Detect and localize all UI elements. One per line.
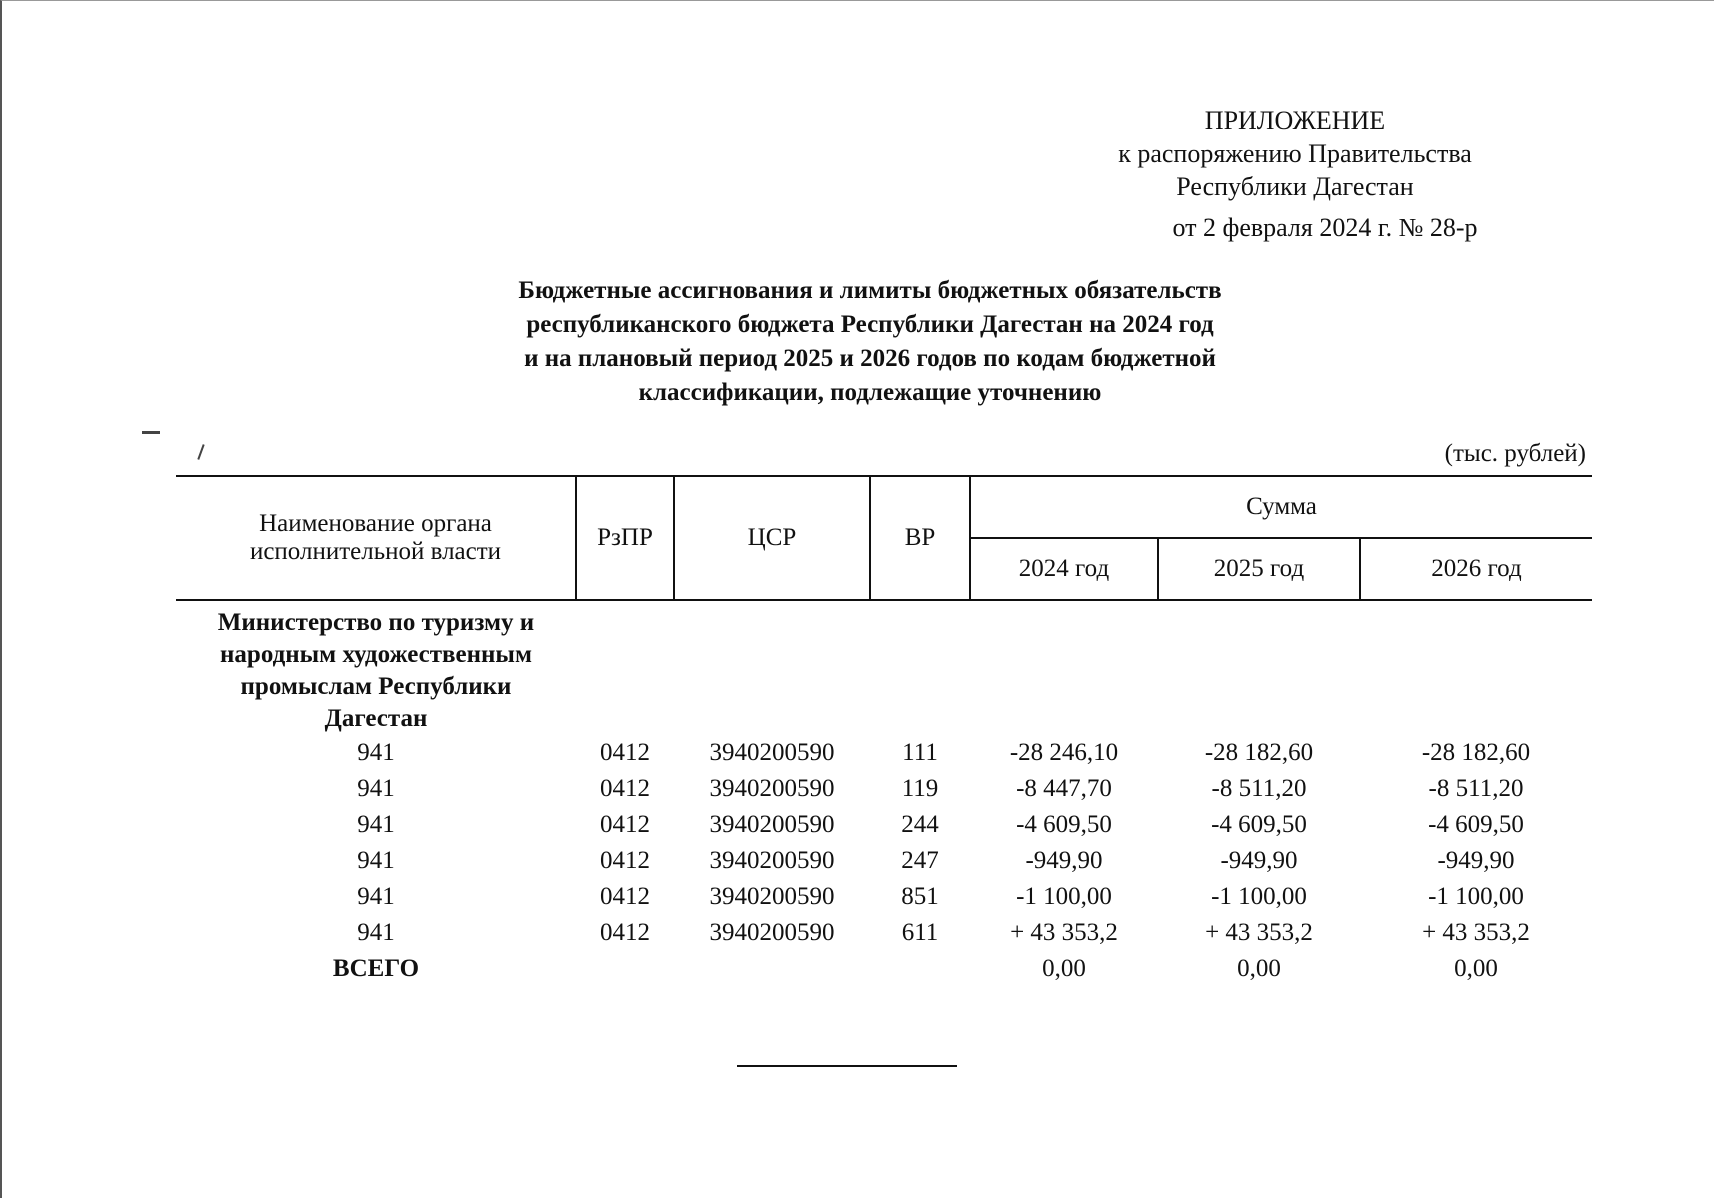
cell-rzpr: 0412 <box>600 811 650 838</box>
cell-2026: -949,90 <box>1437 847 1515 874</box>
cell-2026: + 43 353,2 <box>1422 919 1530 946</box>
table-body <box>176 600 1592 987</box>
cell-2025: -1 100,00 <box>1211 883 1307 910</box>
cell-2025: + 43 353,2 <box>1205 919 1313 946</box>
cell-2026: -8 511,20 <box>1428 775 1524 802</box>
table-header <box>176 476 1592 600</box>
cell-csr: 3940200590 <box>709 775 835 802</box>
header-year-2024: 2024 год <box>970 538 1158 600</box>
cell-code: 941 <box>357 739 395 766</box>
cell-code: 941 <box>357 883 395 910</box>
org-name-line-3: промыслам Республики <box>240 673 512 700</box>
org-name-line-4: Дагестан <box>324 705 428 732</box>
cell-2024: -4 609,50 <box>1016 811 1112 838</box>
bottom-rule <box>737 1065 957 1067</box>
total-2025: 0,00 <box>1237 955 1281 982</box>
cell-vr: 119 <box>901 775 939 802</box>
total-label: ВСЕГО <box>332 955 420 982</box>
cell-rzpr: 0412 <box>600 739 650 766</box>
header-org-name-line-2: исполнительной власти <box>249 538 502 565</box>
cell-2024: -8 447,70 <box>1016 775 1112 802</box>
cell-2024: + 43 353,2 <box>1010 919 1118 946</box>
title-line-4: классификации, подлежащие уточнению <box>638 379 1102 406</box>
org-row <box>176 600 1592 735</box>
cell-vr: 851 <box>901 883 939 910</box>
table-row <box>176 771 1592 807</box>
org-name-line-2: народным художественным <box>220 641 532 668</box>
cell-csr: 3940200590 <box>709 919 835 946</box>
header-rzpr: РзПР <box>576 476 674 600</box>
total-row <box>176 951 1592 987</box>
cell-rzpr: 0412 <box>600 919 650 946</box>
cell-2024: -1 100,00 <box>1016 883 1112 910</box>
org-name-line-1: Министерство по туризму и <box>217 609 535 636</box>
header-sum: Сумма <box>970 476 1592 538</box>
cell-rzpr: 0412 <box>600 847 650 874</box>
cell-csr: 3940200590 <box>709 883 835 910</box>
appendix-line-2: Республики Дагестан <box>1176 172 1414 201</box>
cell-vr: 111 <box>902 739 938 766</box>
units-label: (тыс. рублей) <box>1444 440 1586 467</box>
header-vr: ВР <box>870 476 970 600</box>
cell-csr: 3940200590 <box>709 739 835 766</box>
title-line-3: и на плановый период 2025 и 2026 годов по кодам бюджетной <box>524 345 1216 372</box>
appendix-heading: ПРИЛОЖЕНИЕ <box>1204 106 1386 135</box>
cell-2025: -949,90 <box>1220 847 1298 874</box>
header-year-2025: 2025 год <box>1158 538 1360 600</box>
cell-2026: -1 100,00 <box>1428 883 1524 910</box>
cell-vr: 247 <box>901 847 939 874</box>
header-org-name-line-1: Наименование органа <box>259 510 492 537</box>
cell-code: 941 <box>357 847 395 874</box>
title-line-2: республиканского бюджета Республики Дагестан на 2024 год <box>526 311 1214 338</box>
cell-2024: -949,90 <box>1025 847 1103 874</box>
cell-2025: -8 511,20 <box>1211 775 1307 802</box>
table-row <box>176 879 1592 915</box>
title-line-1: Бюджетные ассигнования и лимиты бюджетных обязательств <box>518 277 1222 304</box>
cell-csr: 3940200590 <box>709 847 835 874</box>
appendix-line-1: к распоряжению Правительства <box>1118 139 1472 168</box>
cell-vr: 611 <box>901 919 939 946</box>
cell-csr: 3940200590 <box>709 811 835 838</box>
appendix-date: от 2 февраля 2024 г. № 28-р <box>1172 213 1478 242</box>
cell-code: 941 <box>357 919 395 946</box>
cell-2025: -28 182,60 <box>1204 739 1314 766</box>
cell-2025: -4 609,50 <box>1211 811 1307 838</box>
cell-code: 941 <box>357 775 395 802</box>
table-row <box>176 915 1592 951</box>
scan-mark <box>142 431 160 434</box>
cell-rzpr: 0412 <box>600 775 650 802</box>
cell-vr: 244 <box>901 811 939 838</box>
cell-rzpr: 0412 <box>600 883 650 910</box>
total-2024: 0,00 <box>1042 955 1086 982</box>
total-2026: 0,00 <box>1454 955 1498 982</box>
appendix-block <box>1055 104 1535 244</box>
cell-2026: -28 182,60 <box>1421 739 1531 766</box>
cell-2026: -4 609,50 <box>1428 811 1524 838</box>
cell-code: 941 <box>357 811 395 838</box>
cell-2024: -28 246,10 <box>1009 739 1119 766</box>
header-csr: ЦСР <box>674 476 870 600</box>
org-name <box>176 600 576 735</box>
header-org-name <box>176 476 576 600</box>
document-title <box>410 274 1330 410</box>
table-row <box>176 843 1592 879</box>
header-year-2026: 2026 год <box>1360 538 1592 600</box>
budget-table <box>176 475 1592 987</box>
table-row <box>176 807 1592 843</box>
table-row <box>176 735 1592 771</box>
